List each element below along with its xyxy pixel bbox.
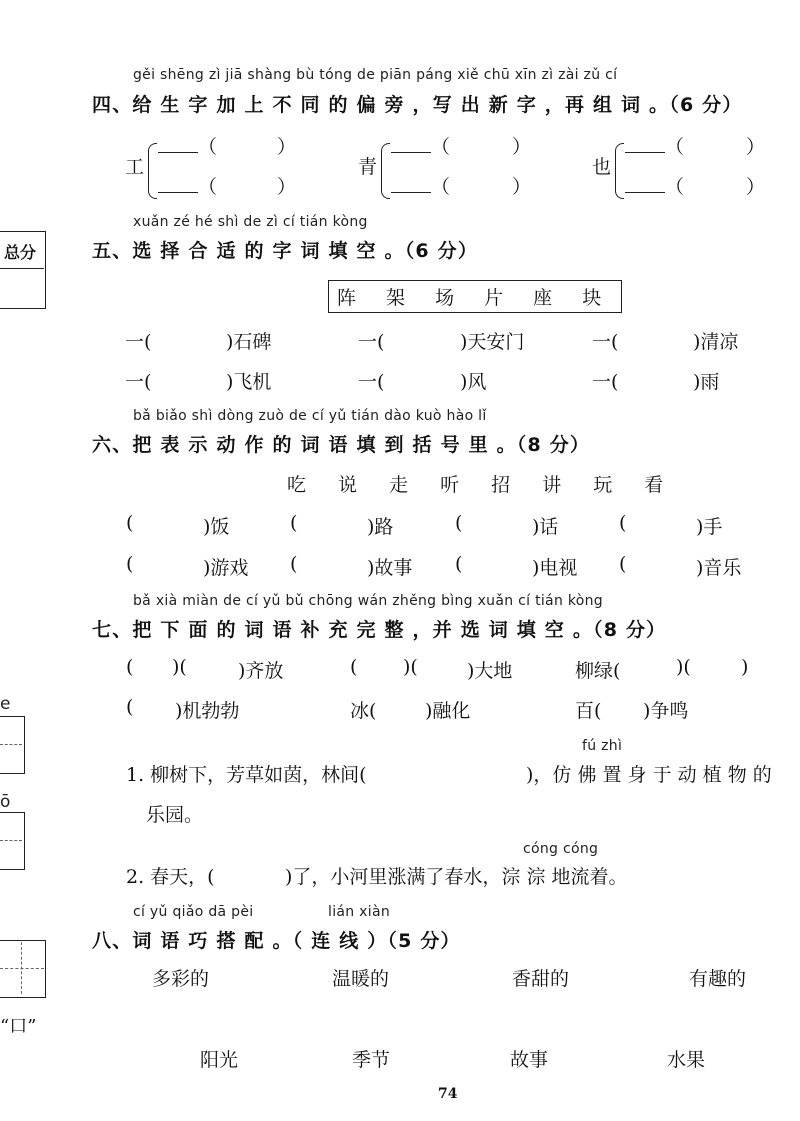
s8-bottom-3[interactable]: 故事 — [510, 1049, 549, 1071]
s7-r2-p4[interactable]: )融化 — [425, 700, 471, 722]
s7-r1-p8[interactable]: )( — [676, 656, 691, 678]
s5-r2-c1b[interactable]: )飞机 — [226, 371, 272, 393]
s4-char-qing: 青 — [358, 156, 378, 178]
s4-brace-3 — [615, 143, 624, 199]
s6-r2-c1a: ( — [126, 553, 134, 575]
s4-line-3b[interactable]: （ ） — [625, 172, 765, 199]
s8-pinyin-2: lián xiàn — [328, 904, 391, 920]
s6-r2-c2b[interactable]: )故事 — [367, 557, 413, 579]
s7-r1-p1: ( — [126, 656, 134, 678]
s7-r1-p9[interactable]: ) — [741, 656, 749, 678]
s8-bottom-2[interactable]: 季节 — [352, 1049, 391, 1071]
s4-line-2a[interactable]: （ ） — [391, 132, 531, 159]
s6-r1-c3a: ( — [455, 512, 463, 534]
s5-title: 五、选 择 合 适 的 字 词 填 空 。（6 分） — [92, 240, 479, 262]
s4-pinyin: gěi shēng zì jiā shàng bù tóng de piān páng xiě chū xīn zì zài zǔ cí — [133, 67, 618, 83]
s4-title: 四、给 生 字 加 上 不 同 的 偏 旁 ，写 出 新 字 ，再 组 词 。（6 分） — [92, 94, 743, 116]
s6-pinyin: bǎ biǎo shì dòng zuò de cí yǔ tián dào kuò hào lǐ — [133, 408, 487, 424]
s6-r1-c3b[interactable]: )话 — [532, 516, 559, 538]
s6-r1-c4a: ( — [619, 512, 627, 534]
s7-r2-p2[interactable]: )机勃勃 — [175, 700, 240, 722]
s6-r1-c1a: ( — [126, 512, 134, 534]
margin-fragment-2: ō — [0, 792, 11, 812]
s7-r2-p6[interactable]: )争鸣 — [643, 700, 689, 722]
s8-top-1[interactable]: 多彩的 — [152, 968, 210, 990]
s8-title: 八、词 语 巧 搭 配 。（ 连 线 ）（5 分） — [92, 930, 461, 952]
s5-r2-c1a: 一( — [125, 371, 152, 393]
s4-line-2b[interactable]: （ ） — [391, 172, 531, 199]
s8-pinyin-1: cí yǔ qiǎo dā pèi — [133, 904, 254, 920]
s7-q2-text-a: 2. 春天，( — [126, 866, 215, 888]
s6-r1-c4b[interactable]: )手 — [696, 516, 723, 538]
s6-r2-c3a: ( — [455, 553, 463, 575]
s6-r1-c2a: ( — [290, 512, 298, 534]
s4-char-ye: 也 — [592, 156, 612, 178]
margin-fragment-1: e — [0, 694, 11, 714]
s7-r2-p1: ( — [126, 696, 134, 718]
s5-r1-c2b[interactable]: )天安门 — [460, 331, 525, 353]
s7-q1-text-a: 1. 柳树下，芳草如茵，林间( — [126, 764, 367, 786]
s7-title: 七、把 下 面 的 词 语 补 充 完 整 ，并 选 词 填 空 。（8 分） — [92, 619, 667, 641]
s5-r2-c2a: 一( — [358, 371, 385, 393]
s4-line-1b[interactable]: （ ） — [158, 172, 296, 199]
s5-r1-c3a: 一( — [592, 331, 619, 353]
s8-top-3[interactable]: 香甜的 — [512, 968, 570, 990]
s7-r1-p2[interactable]: )( — [172, 656, 187, 678]
s6-r1-c2b[interactable]: )路 — [367, 516, 394, 538]
s8-bottom-4[interactable]: 水果 — [667, 1049, 706, 1071]
s7-r1-p6[interactable]: )大地 — [467, 660, 513, 682]
s7-q1-text-c: 乐园。 — [146, 804, 204, 826]
s7-q2-text-b[interactable]: )了，小河里涨满了春水，淙 淙 地流着。 — [285, 866, 628, 888]
s5-r1-c1b[interactable]: )石碑 — [226, 331, 272, 353]
s5-pinyin: xuǎn zé hé shì de zì cí tián kòng — [133, 214, 368, 230]
writing-box-3 — [0, 940, 46, 998]
s4-line-1a[interactable]: （ ） — [158, 132, 296, 159]
s5-word-box: 阵 架 场 片 座 块 — [328, 280, 622, 313]
s6-r2-c3b[interactable]: )电视 — [532, 557, 578, 579]
s6-word-list: 吃 说 走 听 招 讲 玩 看 — [287, 474, 677, 496]
writing-box-1 — [0, 716, 25, 774]
s6-title: 六、把 表 示 动 作 的 词 语 填 到 括 号 里 。（8 分） — [92, 434, 591, 456]
s7-q1-pinyin: fú zhì — [582, 738, 623, 754]
s5-r1-c1a: 一( — [125, 331, 152, 353]
s5-r2-c2b[interactable]: )风 — [460, 371, 487, 393]
s5-r1-c2a: 一( — [358, 331, 385, 353]
s6-r2-c2a: ( — [290, 553, 298, 575]
margin-fragment-3: “口” — [0, 1016, 37, 1037]
s4-line-3a[interactable]: （ ） — [625, 132, 765, 159]
s5-r2-c3a: 一( — [592, 371, 619, 393]
s6-r2-c1b[interactable]: )游戏 — [203, 557, 249, 579]
s8-top-4[interactable]: 有趣的 — [689, 968, 747, 990]
s4-brace-1 — [148, 143, 157, 199]
s7-r2-p5: 百( — [575, 700, 602, 722]
s8-top-2[interactable]: 温暖的 — [332, 968, 390, 990]
s7-q1-text-b[interactable]: )，仿 佛 置 身 于 动 植 物 的 — [526, 764, 772, 786]
s7-r1-p7: 柳绿( — [575, 660, 621, 682]
s7-pinyin: bǎ xià miàn de cí yǔ bǔ chōng wán zhěng bìng xuǎn cí tián kòng — [133, 593, 603, 609]
s4-brace-2 — [381, 143, 390, 199]
s7-q2-pinyin: cóng cóng — [523, 841, 599, 857]
page-number: 74 — [438, 1086, 458, 1102]
s5-r1-c3b[interactable]: )清凉 — [693, 331, 739, 353]
s7-r1-p4: ( — [350, 656, 358, 678]
score-label: 总分 — [4, 243, 37, 262]
s7-r1-p3[interactable]: )齐放 — [238, 660, 284, 682]
s8-bottom-1[interactable]: 阳光 — [200, 1049, 239, 1071]
s4-char-gong: 工 — [125, 156, 145, 178]
s6-r1-c1b[interactable]: )饭 — [203, 516, 230, 538]
s5-r2-c3b[interactable]: )雨 — [693, 371, 720, 393]
s7-r2-p3: 冰( — [350, 700, 377, 722]
s6-r2-c4a: ( — [619, 553, 627, 575]
writing-box-2 — [0, 812, 25, 870]
score-box-divider — [0, 268, 44, 269]
s6-r2-c4b[interactable]: )音乐 — [696, 557, 742, 579]
s7-r1-p5[interactable]: )( — [403, 656, 418, 678]
